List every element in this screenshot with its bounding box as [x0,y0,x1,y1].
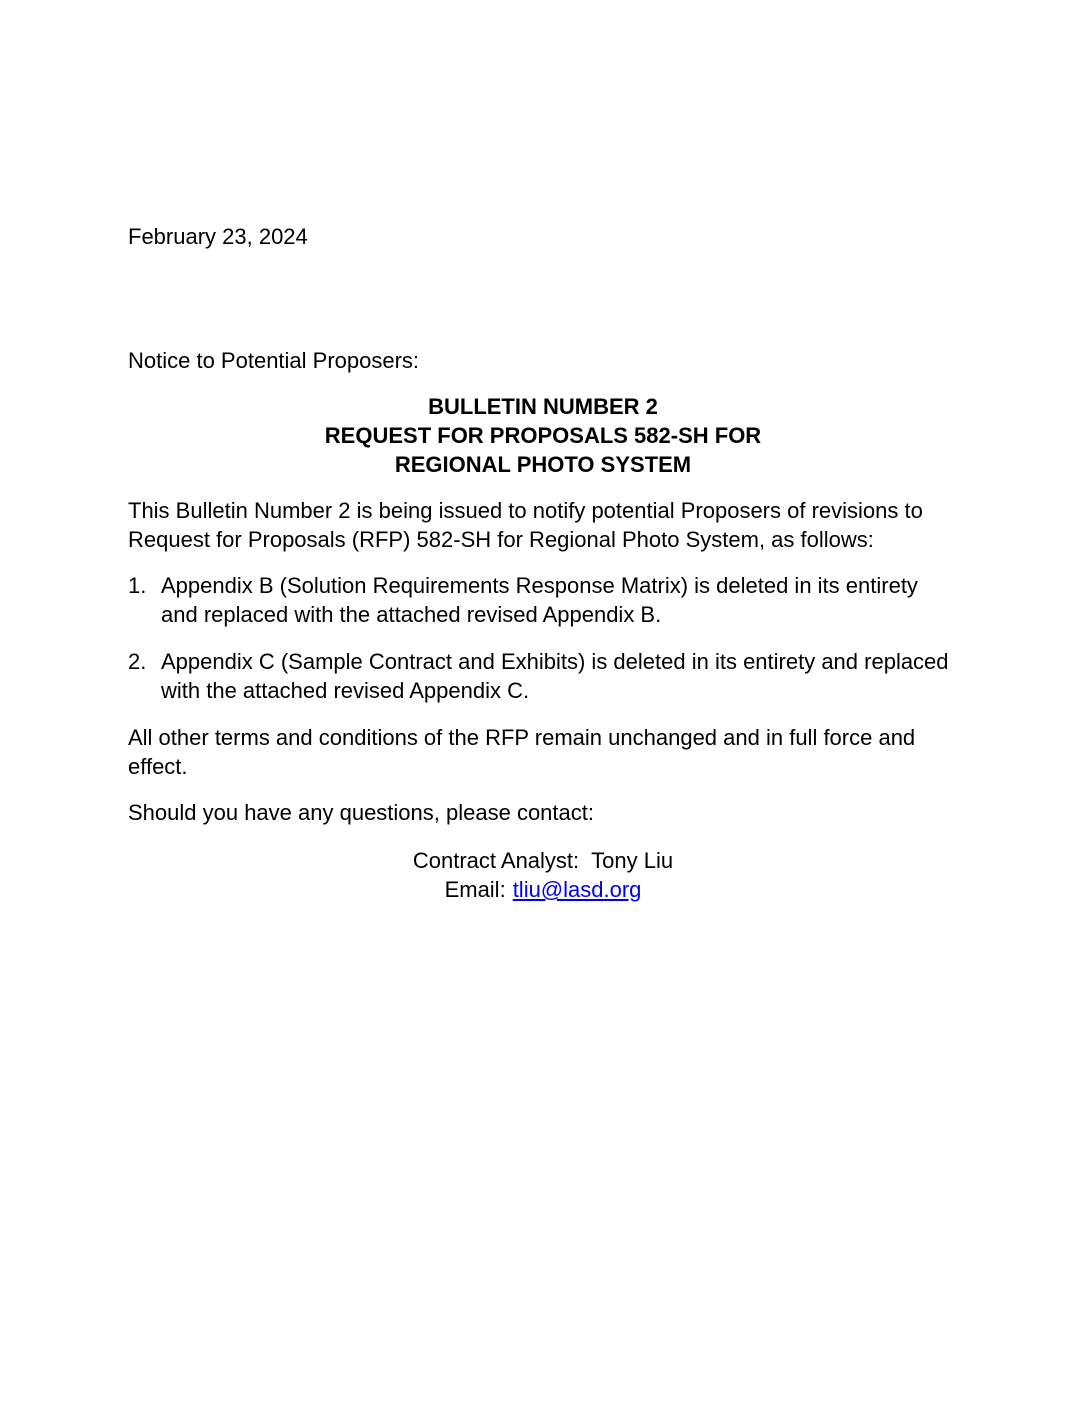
bulletin-heading [128,392,958,479]
list-item-text: Appendix C (Sample Contract and Exhibits) is deleted in its entirety and replaced with the attached revised Appendix C. [161,649,949,703]
list-item [128,571,958,629]
contact-email-line [128,875,958,904]
closing-paragraph: All other terms and conditions of the RFP remain unchanged and in full force and effect. [128,725,916,779]
list-item [128,647,958,705]
contact-analyst-label: Contract Analyst: [412,848,580,873]
questions-paragraph: Should you have any questions, please contact: [128,800,594,825]
bulletin-heading-line3: REGIONAL PHOTO SYSTEM [394,452,692,477]
list-item-number: 1. [128,573,147,598]
contact-analyst-line [128,846,958,875]
contact-analyst-name: Tony Liu [591,848,674,873]
list-item-text: Appendix B (Solution Requirements Response Matrix) is deleted in its entirety and replaced with the attached revised Appendix B. [161,573,918,627]
contact-block [128,846,958,904]
salutation: Notice to Potential Proposers: [128,348,420,373]
intro-paragraph: This Bulletin Number 2 is being issued to notify potential Proposers of revisions to Request for Proposals (RFP) 582-SH for Regional Photo System, as follows: [128,498,923,552]
bulletin-heading-line1: BULLETIN NUMBER 2 [428,394,658,419]
revision-list [128,571,958,705]
bulletin-heading-line2: REQUEST FOR PROPOSALS 582-SH FOR [324,423,762,448]
contact-email-label: Email: [444,877,506,902]
contact-email-link[interactable]: tliu@lasd.org [512,877,642,902]
list-item-number: 2. [128,649,147,674]
letter-date: February 23, 2024 [128,224,308,249]
